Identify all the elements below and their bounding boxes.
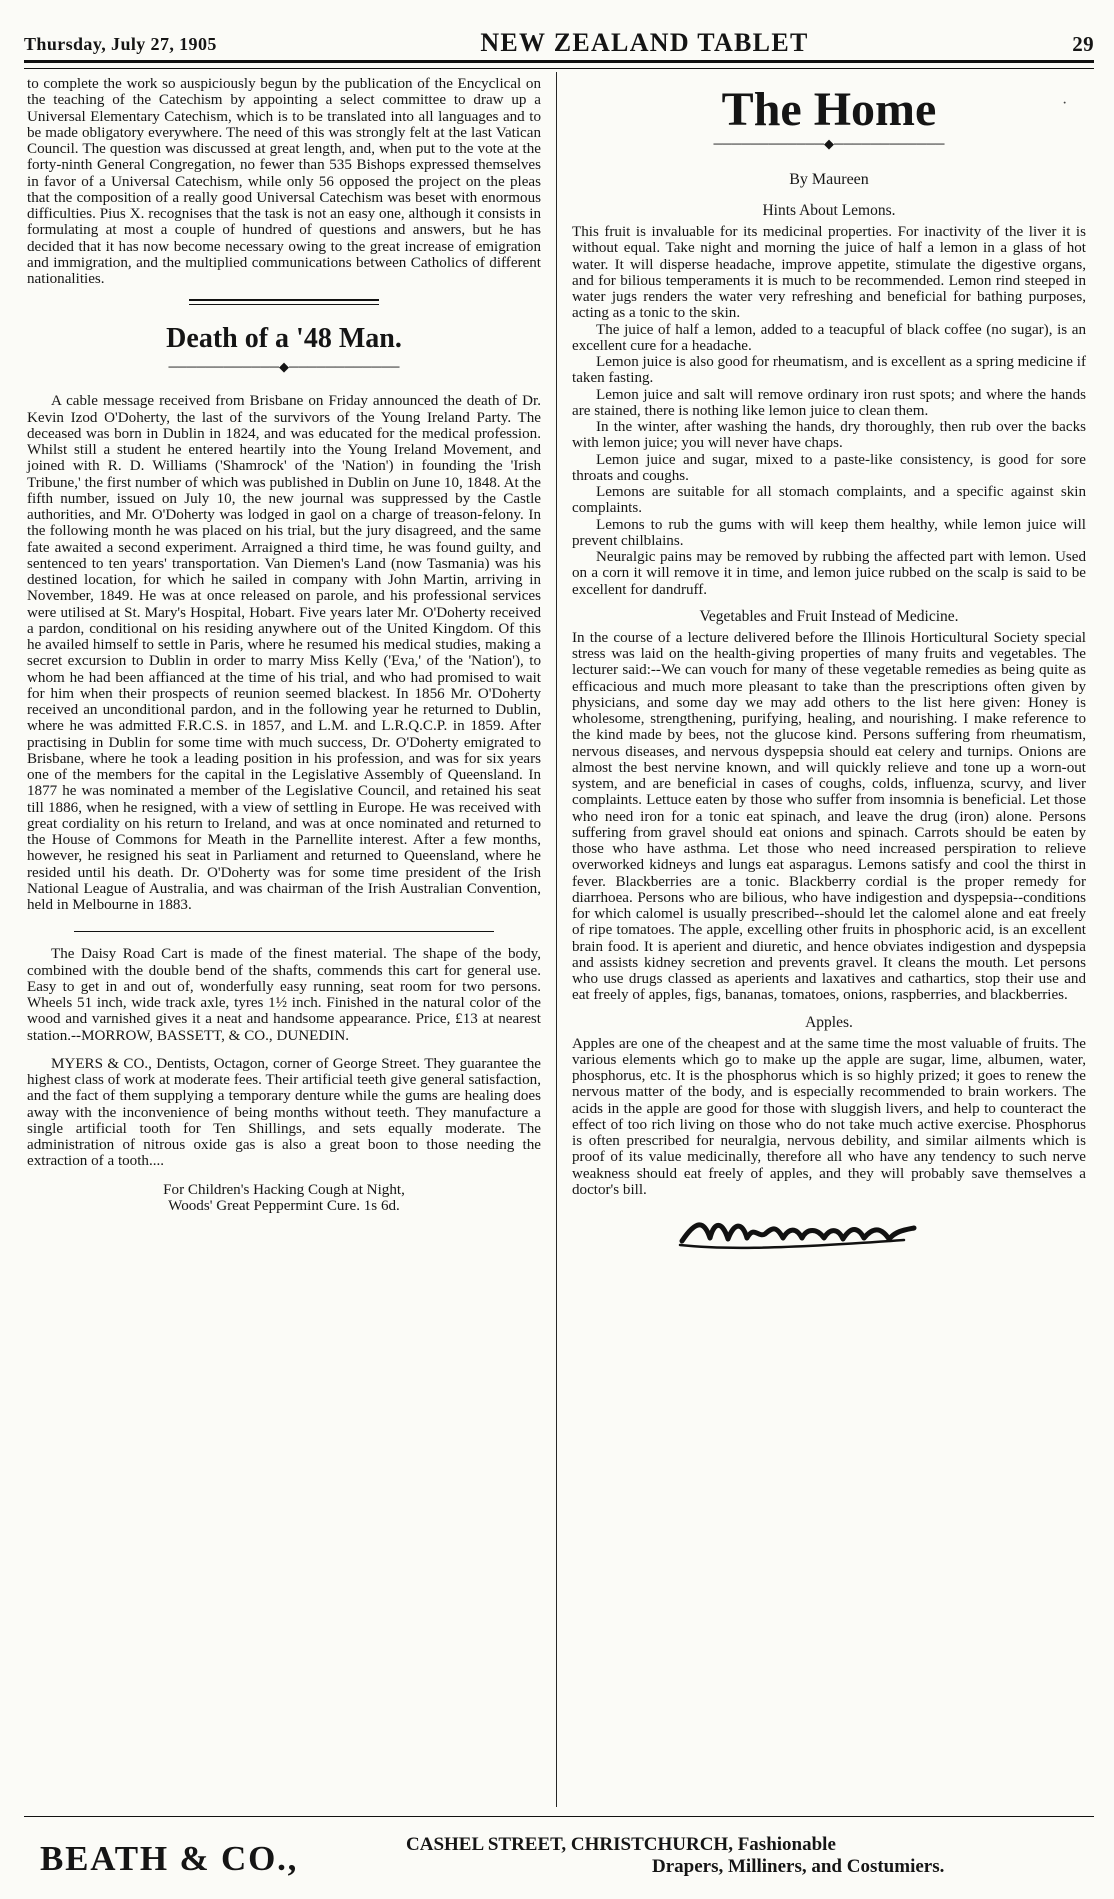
beath-advert — [40, 1832, 1080, 1890]
lemon-paragraph: Lemon juice and sugar, mixed to a paste-like consistency, is good for sore throats and coughs. — [572, 451, 1086, 484]
left-column — [27, 76, 541, 1214]
death-article-body: A cable message received from Brisbane on Friday announced the death of Dr. Kevin Izod O'Doherty, the last of the survivors of the Young Ireland Party. The deceased was born in Dublin in 1824, and was educated for the medical profession. Whilst still a student he entered heartily into the Young Ireland Movement, and joined with R. D. Williams ('Shamrock' of the 'Nation') in founding the 'Irish Tribune,' the first number of which was published in Dublin on June 10, 1848. At the fifth number, issued on July 10, the new journal was suppressed by the Castle authorities, and Mr. O'Doherty was lodged in gaol on a charge of treason-felony. In the following month he was placed on his trial, but the jury disagreed, and the same fate awaited a second experiment. Arraigned a third time, he was found guilty, and sentenced to ten years' transportation. Van Diemen's Land (now Tasmania) was his destined location, for which he sailed in company with John Martin, arriving in November, 1849. He was at once released on parole, and his professional services were utilised at St. Mary's Hospital, Hobart. Five years later Mr. O'Doherty received a pardon, conditional on his residing anywhere out of the United Kingdom. Of this he availed himself to settle in Paris, where he resumed his medical studies, making a secret excursion to Dublin in order to marry Miss Kelly ('Eva,' of the 'Nation'), to whom he had been affianced at the time of his trial, and who had promised to wait for him when their prospects of reunion seemed blackest. In 1856 Mr. O'Doherty received an unconditional pardon, and in the following year he returned to Dublin, where he was admitted F.R.C.S. in 1857, and L.M. and L.R.Q.C.P. in 1859. After practising in Dublin for some time with much success, Dr. O'Doherty emigrated to Brisbane, where he took a leading position in his profession, and was for six years one of the members for the capital in the Legislative Assembly of Queensland. In 1877 he was nominated a member of the Legislative Council, and retained his seat till 1886, when he resigned, with a view of settling in Europe. He was received with great cordiality on his return to Ireland, and was at once nominated and returned to the House of Commons for Meath in the Parnellite interest. After a few months, however, he resigned his seat in Parliament and returned to Queensland, where he resided until his death. Dr. O'Doherty was for some time president of the Irish National League of Australia, and was chairman of the Irish Australian Convention, held in Melbourne in 1883. — [27, 393, 541, 913]
masthead — [24, 18, 1094, 58]
lemon-paragraph: Neuralgic pains may be removed by rubbing the affected part with lemon. Used on a corn it will remove it in time, and lemon juice rubbed on the scalp is said to be excellent for dandruff. — [572, 549, 1086, 598]
myers-dentists-advert: MYERS & CO., Dentists, Octagon, corner of George Street. They guarantee the highest class of work at moderate fees. Their artificial teeth give general satisfaction, and the fact of them supplying a temporary denture while the gums are healing does away with the inconvenience of being months without teeth. They manufacture a single artificial tooth for Ten Shillings, and sets equally moderate. The administration of nitrous oxide gas is also a great boon to those needing the extraction of a tooth.... — [27, 1055, 541, 1170]
home-diamond-rule-icon: ────────────◆──────────── — [713, 136, 945, 151]
diamond-rule-icon: ────────────◆──────────── — [168, 359, 400, 375]
page-number: 29 — [1072, 32, 1094, 56]
lemon-paragraph: Lemons to rub the gums with will keep them healthy, while lemon juice will prevent chilblains. — [572, 516, 1086, 549]
advert-spacing — [27, 1044, 541, 1056]
advert-divider — [74, 931, 494, 932]
print-speck-icon: · — [1062, 95, 1068, 112]
masthead-rule — [24, 60, 1094, 69]
vegetables-paragraph: In the course of a lecture delivered before the Illinois Horticultural Society special stress was laid on the health-giving properties of many fruits and vegetables. The lecturer said:--We can vouch for many of these vegetable remedies as being quite as efficacious and much more pleasant to take than the prescriptions often given by physicians, and some day we may add others to the list here given: Honey is wholesome, strengthening, purifying, healing, and nourishing. I make reference to the kind made by bees, not the glucose kind. Persons suffering from rheumatism, nervous diseases, and nervous dyspepsia should eat celery and turnips. Onions are almost the best nervine known, and will quickly relieve and tone up a worn-out system, and are beneficial in cases of coughs, colds, influenza, scurvy, and liver complaints. Lettuce eaten by those who suffer from insomnia is beneficial. Let those who need iron for a tonic eat spinach, and leave the drug (iron) alone. Persons suffering from gravel should eat onions and spinach. Carrots should be eaten by those who have asthma. Let those who need increased perspiration to relieve overworked kidneys and lungs eat asparagus. Lemons satisfy and cool the thirst in fever. Blackberries are a tonic. Blackberry cordial is the proper remedy for diarrhoea. Persons who are bilious, who have indigestion and dyspepsia--conditions for which calomel is usually prescribed--should let the calomel alone and eat freely of ripe tomatoes. The apple, excelling other fruits in phosphoric acid, is an excellent brain food. It is aperient and diuretic, and hence obviates indigestion and dyspepsia and assists kidney secretion and prevents gravel. It cleans the mouth. Let persons who use drugs classed as aperients and laxatives and cathartics, stop their use and eat freely of apples, figs, bananas, tomatoes, onions, raspberries, and blackberries. — [572, 629, 1086, 1004]
peppermint-cure-advert — [27, 1182, 541, 1215]
lemons-subheading: Hints About Lemons. — [762, 202, 896, 219]
peppermint-cure-line-1: For Children's Hacking Cough at Night, — [163, 1181, 405, 1198]
publication-title: NEW ZEALAND TABLET — [480, 28, 809, 57]
lemon-paragraph: The juice of half a lemon, added to a teacupful of black coffee (no sugar), is an excellent cure for a headache. — [572, 321, 1086, 354]
section-divider — [189, 299, 379, 305]
apples-subheading: Apples. — [805, 1013, 853, 1031]
handwritten-signature — [676, 1210, 921, 1254]
beath-address: CASHEL STREET, CHRISTCHURCH, Fashionable — [406, 1834, 836, 1855]
lemon-paragraph: Lemon juice and salt will remove ordinary iron rust spots; and where the hands are stained, there is nothing like lemon juice to clean them. — [572, 386, 1086, 419]
lemon-paragraph: Lemon juice is also good for rheumatism, and is excellent as a spring medicine if taken fasting. — [572, 354, 1086, 387]
home-section-title: The Home — [721, 83, 937, 136]
daisy-road-cart-advert: The Daisy Road Cart is made of the finest material. The shape of the body, combined with the double bend of the shafts, commends this cart for general use. Easy to get in and out of, wonderfully easy running, seat room for two persons. Wheels 51 inch, wide track axle, tyres 1½ inch. Finished in the natural color of the wood and varnished gives it a neat and handsome appearance. Price, £13 at nearest station.--MORROW, BASSETT, & CO., DUNEDIN. — [27, 946, 541, 1044]
lemon-paragraph: Lemons are suitable for all stomach complaints, and a specific against skin complaints. — [572, 484, 1086, 517]
right-column — [572, 76, 1086, 1258]
beath-trades: Drapers, Milliners, and Costumiers. — [652, 1856, 945, 1877]
lemon-paragraph: This fruit is invaluable for its medicinal properties. For inactivity of the liver it is without equal. Take night and morning the juice of half a lemon in a glass of hot water. It will disperse headache, improve appetite, stimulate the digestive organs, and for bilious temperaments it is much to be recommended. Lemon rind steeped in water jugs renders the water very refreshing and beneficial for bathing purposes, acting as a tonic to the skin. — [572, 224, 1086, 322]
column-divider — [556, 72, 557, 1807]
catechism-article-continuation: to complete the work so auspiciously begun by the publication of the Encyclical on the teaching of the Catechism by appointing a select committee to draw up a Universal Elementary Catechism, which is to be translated into all languages and to be made obligatory everywhere. The need of this was strongly felt at the last Vatican Council. The question was discussed at great length, and, when put to the vote at the forty-ninth General Congregation, no fewer than 535 Bishops expressed themselves in favor of a Universal Catechism, while only 56 opposed the project on the pleas that the composition of a really good Universal Catechism was beset with enormous difficulties. Pius X. recognises that the task is not an easy one, although it consists in formulating at most a couple of hundred of questions and answers, but he has decided that it has now become necessary owing to the great increase of emigration and immigration, and the multiplied communications between Catholics of different nationalities. — [27, 76, 541, 287]
lemon-paragraph: In the winter, after washing the hands, dry thoroughly, then rub over the backs with lemon juice; you will never have chaps. — [572, 419, 1086, 452]
author-byline: By Maureen — [789, 171, 869, 188]
bottom-advert-rule — [24, 1816, 1094, 1817]
beath-company-name: BEATH & CO., — [40, 1839, 299, 1878]
peppermint-cure-line-2: Woods' Great Peppermint Cure. 1s 6d. — [168, 1197, 400, 1214]
vegetables-subheading: Vegetables and Fruit Instead of Medicine. — [699, 607, 959, 625]
death-article-heading: Death of a '48 Man. — [166, 323, 402, 355]
apples-paragraph: Apples are one of the cheapest and at the same time the most valuable of fruits. The various elements which go to make up the apple are sugar, lime, albumen, water, phosphorus, etc. It is the phosphorus which is so highly prized; it goes to renew the nervous matter of the body, and is especially recommended to brain workers. The acids in the apple are good for those with sluggish livers, and help to counteract the effect of too rich living on those who do not take much active exercise. Phosphorus is often prescribed for neuralgia, nervous debility, and similar ailments which is proof of its value medicinally, therefore all who have any tendency to such nerve weakness should eat freely of apples, and they will probably save themselves a doctor's bill. — [572, 1035, 1086, 1198]
issue-date: Thursday, July 27, 1905 — [24, 34, 217, 54]
